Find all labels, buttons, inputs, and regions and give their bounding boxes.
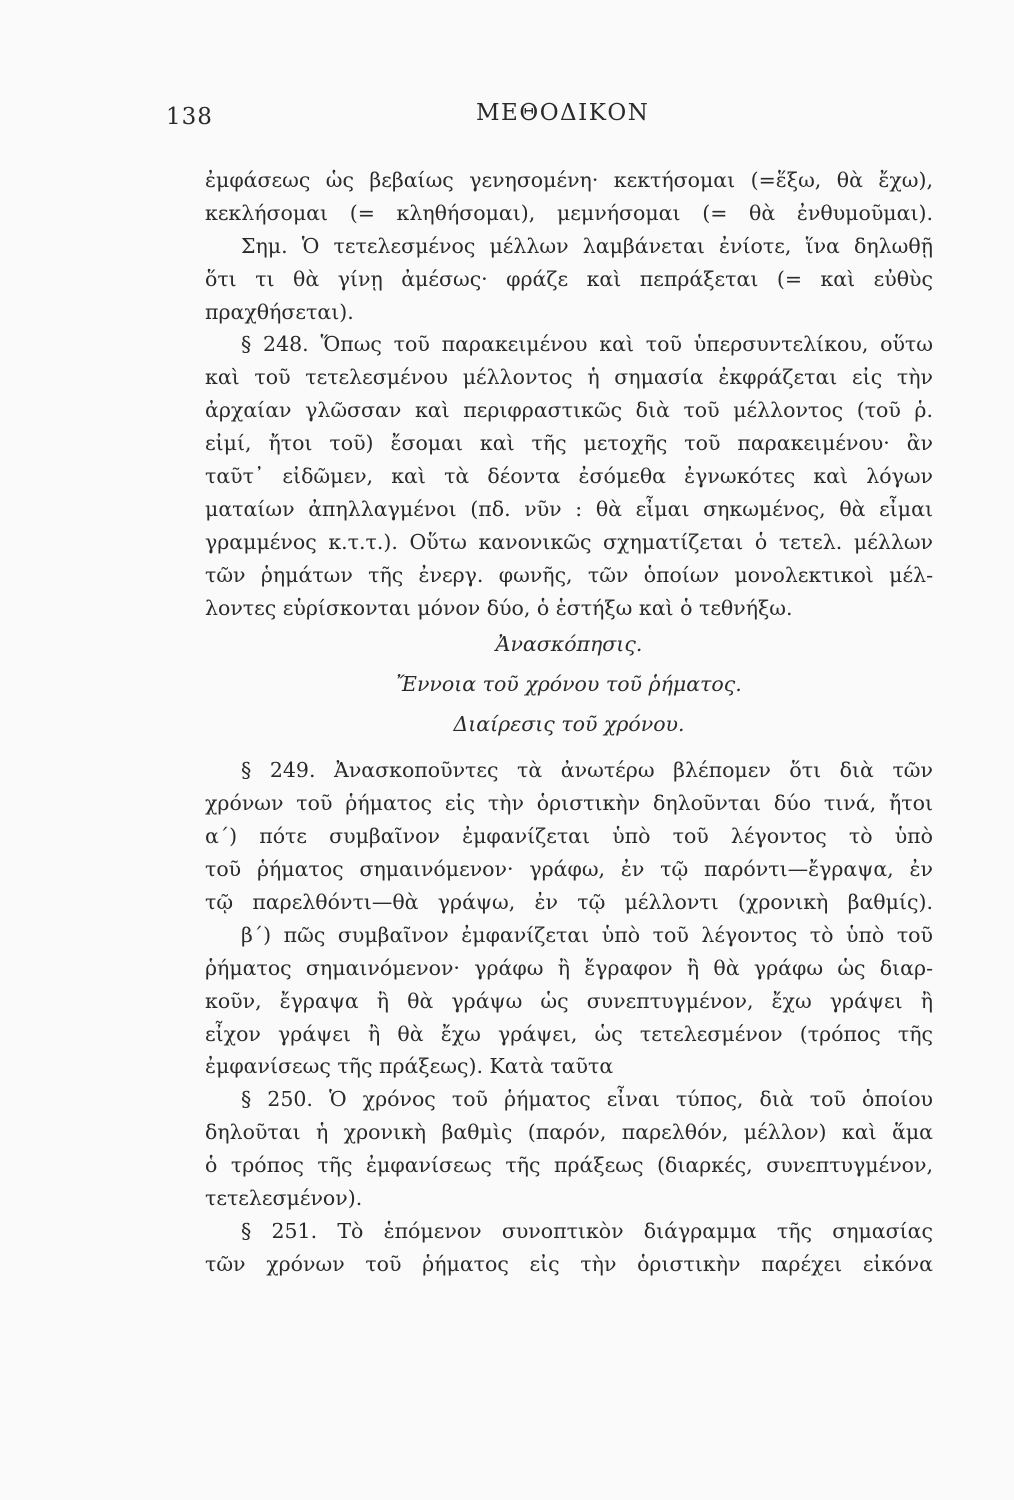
text-line: ὁ τρόπος τῆς ἐμφανίσεως τῆς πράξεως (διαρκές, συνεπτυγμένον, (205, 1153, 933, 1178)
section-251-line: § 251. Τὸ ἑπόμενον συνοπτικὸν διάγραμμα τῆς σημασίας (241, 1218, 933, 1243)
body-text (205, 164, 933, 1281)
heading-tense-division: Διαίρεσις τοῦ χρόνου. (453, 712, 685, 737)
text-line: κοῦν, ἔγραψα ἢ θὰ γράψω ὡς συνεπτυγμένον, ἔχω γράψει ἢ (205, 988, 933, 1013)
text-line: τετελεσμένον). (205, 1186, 363, 1211)
section-249-line: § 249. Ἀνασκοποῦντες τὰ ἀνωτέρω βλέπομεν ὅτι διὰ τῶν (241, 758, 933, 783)
running-title: ΜΕΘΟΔΙΚΟΝ (476, 100, 650, 126)
text-line: ὅτι τι θὰ γίνῃ ἀμέσως· φράζε καὶ πεπράξεται (= καὶ εὐθὺς (205, 266, 933, 291)
page-number: 138 (166, 104, 213, 130)
text-line: τοῦ ῥήματος σημαινόμενον· γράφω, ἐν τῷ παρόντι—ἔγραψα, ἐν (205, 857, 933, 882)
text-line: ματαίων ἀπηλλαγμένοι (πδ. νῦν : θὰ εἶμαι σηκωμένος, θὰ εἶμαι (205, 496, 933, 521)
text-line: ἀρχαίαν γλῶσσαν καὶ περιφραστικῶς διὰ τοῦ μέλλοντος (τοῦ ῥ. (205, 398, 933, 423)
text-line: ἐμφανίσεως τῆς πράξεως). Κατὰ ταῦτα (205, 1054, 614, 1079)
text-line: ῥήματος σημαινόμενον· γράφω ἢ ἔγραφον ἢ θὰ γράφω ὡς διαρ- (205, 955, 933, 980)
page-header (166, 96, 936, 136)
text-line: τῶν ῥημάτων τῆς ἐνεργ. φωνῆς, τῶν ὁποίων μονολεκτικοὶ μέλ- (205, 562, 933, 587)
text-line: κεκλήσομαι (= κληθήσομαι), μεμνήσομαι (= θὰ ἐνθυμοῦμαι). (205, 200, 933, 225)
text-line: λοντες εὑρίσκονται μόνον δύο, ὁ ἑστήξω καὶ ὁ τεθνήξω. (205, 595, 793, 620)
text-line: γραμμένος κ.τ.τ.). Οὕτω κανονικῶς σχηματίζεται ὁ τετελ. μέλλων (205, 529, 933, 554)
text-line: χρόνων τοῦ ῥήματος εἰς τὴν ὁριστικὴν δηλοῦνται δύο τινά, ἤτοι (205, 791, 933, 816)
heading-tense-concept: Ἔννοια τοῦ χρόνου τοῦ ῥήματος. (396, 672, 742, 697)
text-line: ἐμφάσεως ὡς βεβαίως γενησομένη· κεκτήσομαι (=ἕξω, θὰ ἔχω), (205, 168, 933, 192)
text-line: τῶν χρόνων τοῦ ῥήματος εἰς τὴν ὁριστικὴν παρέχει εἰκόνα (205, 1251, 933, 1276)
note-line: Σημ. Ὁ τετελεσμένος μέλλων λαμβάνεται ἐνίοτε, ἵνα δηλωθῇ (241, 233, 933, 258)
heading-review: Ἀνασκόπησις. (495, 632, 643, 657)
text-line: τῷ παρελθόντι—θὰ γράψω, ἐν τῷ μέλλοντι (χρονικὴ βαθμίς). (205, 890, 933, 915)
text-line: καὶ τοῦ τετελεσμένου μέλλοντος ἡ σημασία ἐκφράζεται εἰς τὴν (205, 365, 933, 390)
text-line: εἰμί, ἤτοι τοῦ) ἔσομαι καὶ τῆς μετοχῆς τοῦ παρακειμένου· ἂν (205, 431, 933, 456)
text-line: εἶχον γράψει ἢ θὰ ἔχω γράψει, ὡς τετελεσμένον (τρόπος τῆς (205, 1021, 933, 1046)
text-line: β΄) πῶς συμβαῖνον ἐμφανίζεται ὑπὸ τοῦ λέγοντος τὸ ὑπὸ τοῦ (241, 922, 933, 947)
text-line: πραχθήσεται). (205, 299, 354, 324)
section-248-line: § 248. Ὅπως τοῦ παρακειμένου καὶ τοῦ ὑπερσυντελίκου, οὕτω (241, 332, 933, 357)
section-250-line: § 250. Ὁ χρόνος τοῦ ῥήματος εἶναι τύπος, διὰ τοῦ ὁποίου (241, 1087, 933, 1112)
text-line: α΄) πότε συμβαῖνον ἐμφανίζεται ὑπὸ τοῦ λέγοντος τὸ ὑπὸ (205, 824, 933, 849)
text-line: ταῦτ᾽ εἰδῶμεν, καὶ τὰ δέοντα ἐσόμεθα ἐγνωκότες καὶ λόγων (205, 464, 933, 489)
text-line: δηλοῦται ἡ χρονικὴ βαθμὶς (παρόν, παρελθόν, μέλλον) καὶ ἅμα (205, 1120, 933, 1145)
